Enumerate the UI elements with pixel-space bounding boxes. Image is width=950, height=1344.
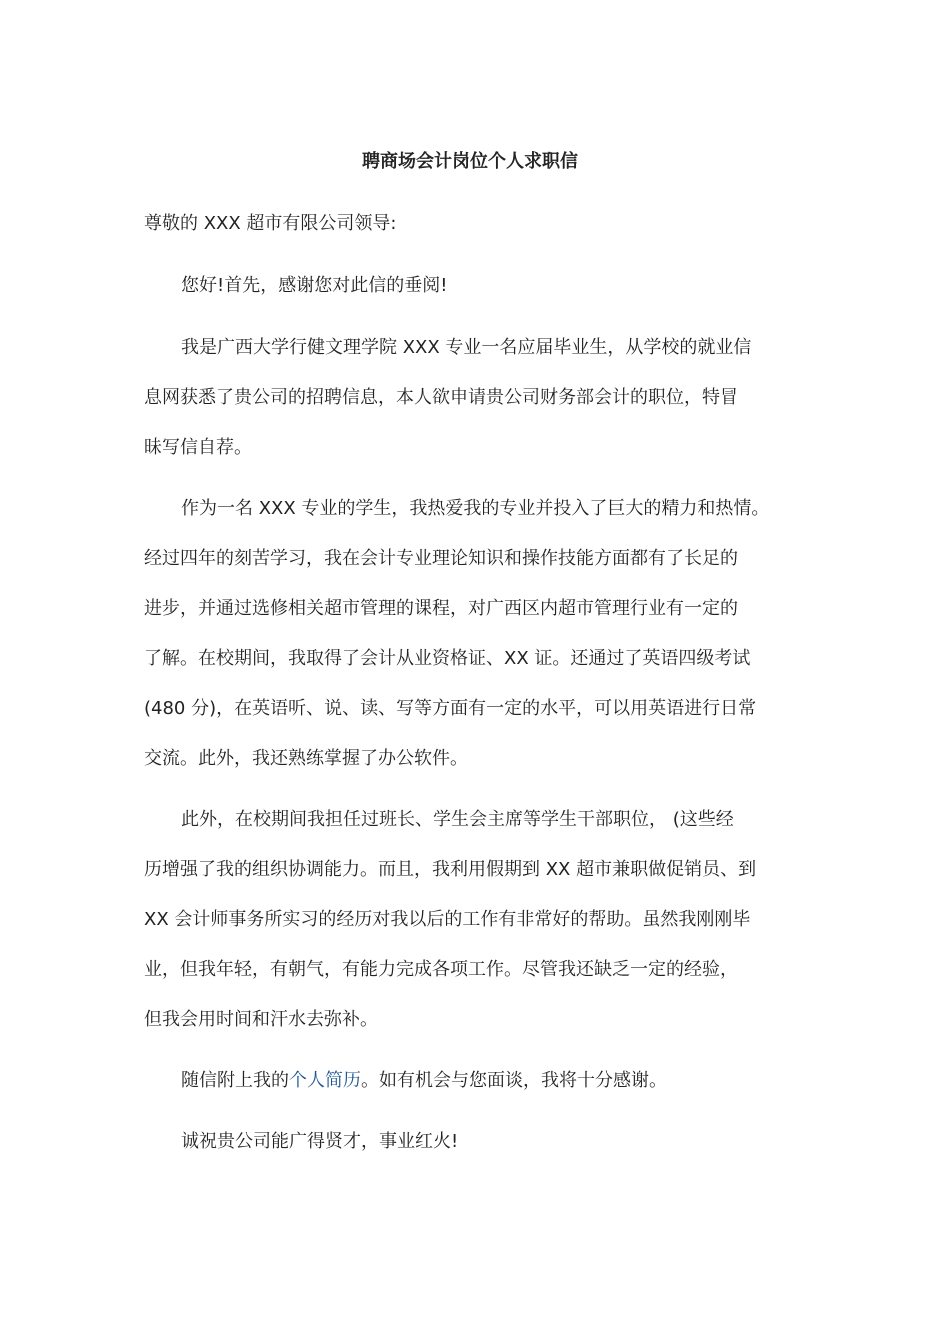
salutation: 尊敬的 XXX 超市有限公司领导:: [144, 213, 397, 234]
para1-line-3: 昧写信自荐。: [144, 437, 252, 458]
closing-after-link: 。如有机会与您面谈，我将十分感谢。: [361, 1070, 667, 1091]
closing-line: [181, 1069, 667, 1093]
para2-line-6: 交流。此外，我还熟练掌握了办公软件。: [144, 748, 468, 769]
wish-line: 诚祝贵公司能广得贤才，事业红火!: [181, 1131, 459, 1152]
para3-line-3: XX 会计师事务所实习的经历对我以后的工作有非常好的帮助。虽然我刚刚毕: [144, 909, 751, 930]
para2-line-4: 了解。在校期间，我取得了会计从业资格证、XX 证。还通过了英语四级考试: [144, 648, 751, 669]
greeting: 您好!首先，感谢您对此信的垂阅!: [181, 275, 448, 296]
para2-line-3: 进步，并通过选修相关超市管理的课程，对广西区内超市管理行业有一定的: [144, 598, 738, 619]
para2-line-1: 作为一名 XXX 专业的学生，我热爱我的专业并投入了巨大的精力和热情。: [181, 498, 770, 519]
para3-line-5: 但我会用时间和汗水去弥补。: [144, 1009, 378, 1030]
para1-line-1: 我是广西大学行健文理学院 XXX 专业一名应届毕业生，从学校的就业信: [181, 337, 752, 358]
resume-link[interactable]: 个人简历: [289, 1070, 361, 1091]
para3-line-2: 历增强了我的组织协调能力。而且，我利用假期到 XX 超市兼职做促销员、到: [144, 859, 757, 880]
page-title: 聘商场会计岗位个人求职信: [362, 151, 578, 172]
para3-line-1: 此外，在校期间我担任过班长、学生会主席等学生干部职位， (这些经: [181, 809, 734, 830]
para3-line-4: 业，但我年轻，有朝气，有能力完成各项工作。尽管我还缺乏一定的经验，: [144, 959, 738, 980]
para1-line-2: 息网获悉了贵公司的招聘信息，本人欲申请贵公司财务部会计的职位，特冒: [144, 387, 738, 408]
para2-line-2: 经过四年的刻苦学习，我在会计专业理论知识和操作技能方面都有了长足的: [144, 548, 738, 569]
para2-line-5: (480 分)，在英语听、说、读、写等方面有一定的水平，可以用英语进行日常: [144, 698, 757, 719]
closing-before-link: 随信附上我的: [181, 1070, 289, 1091]
